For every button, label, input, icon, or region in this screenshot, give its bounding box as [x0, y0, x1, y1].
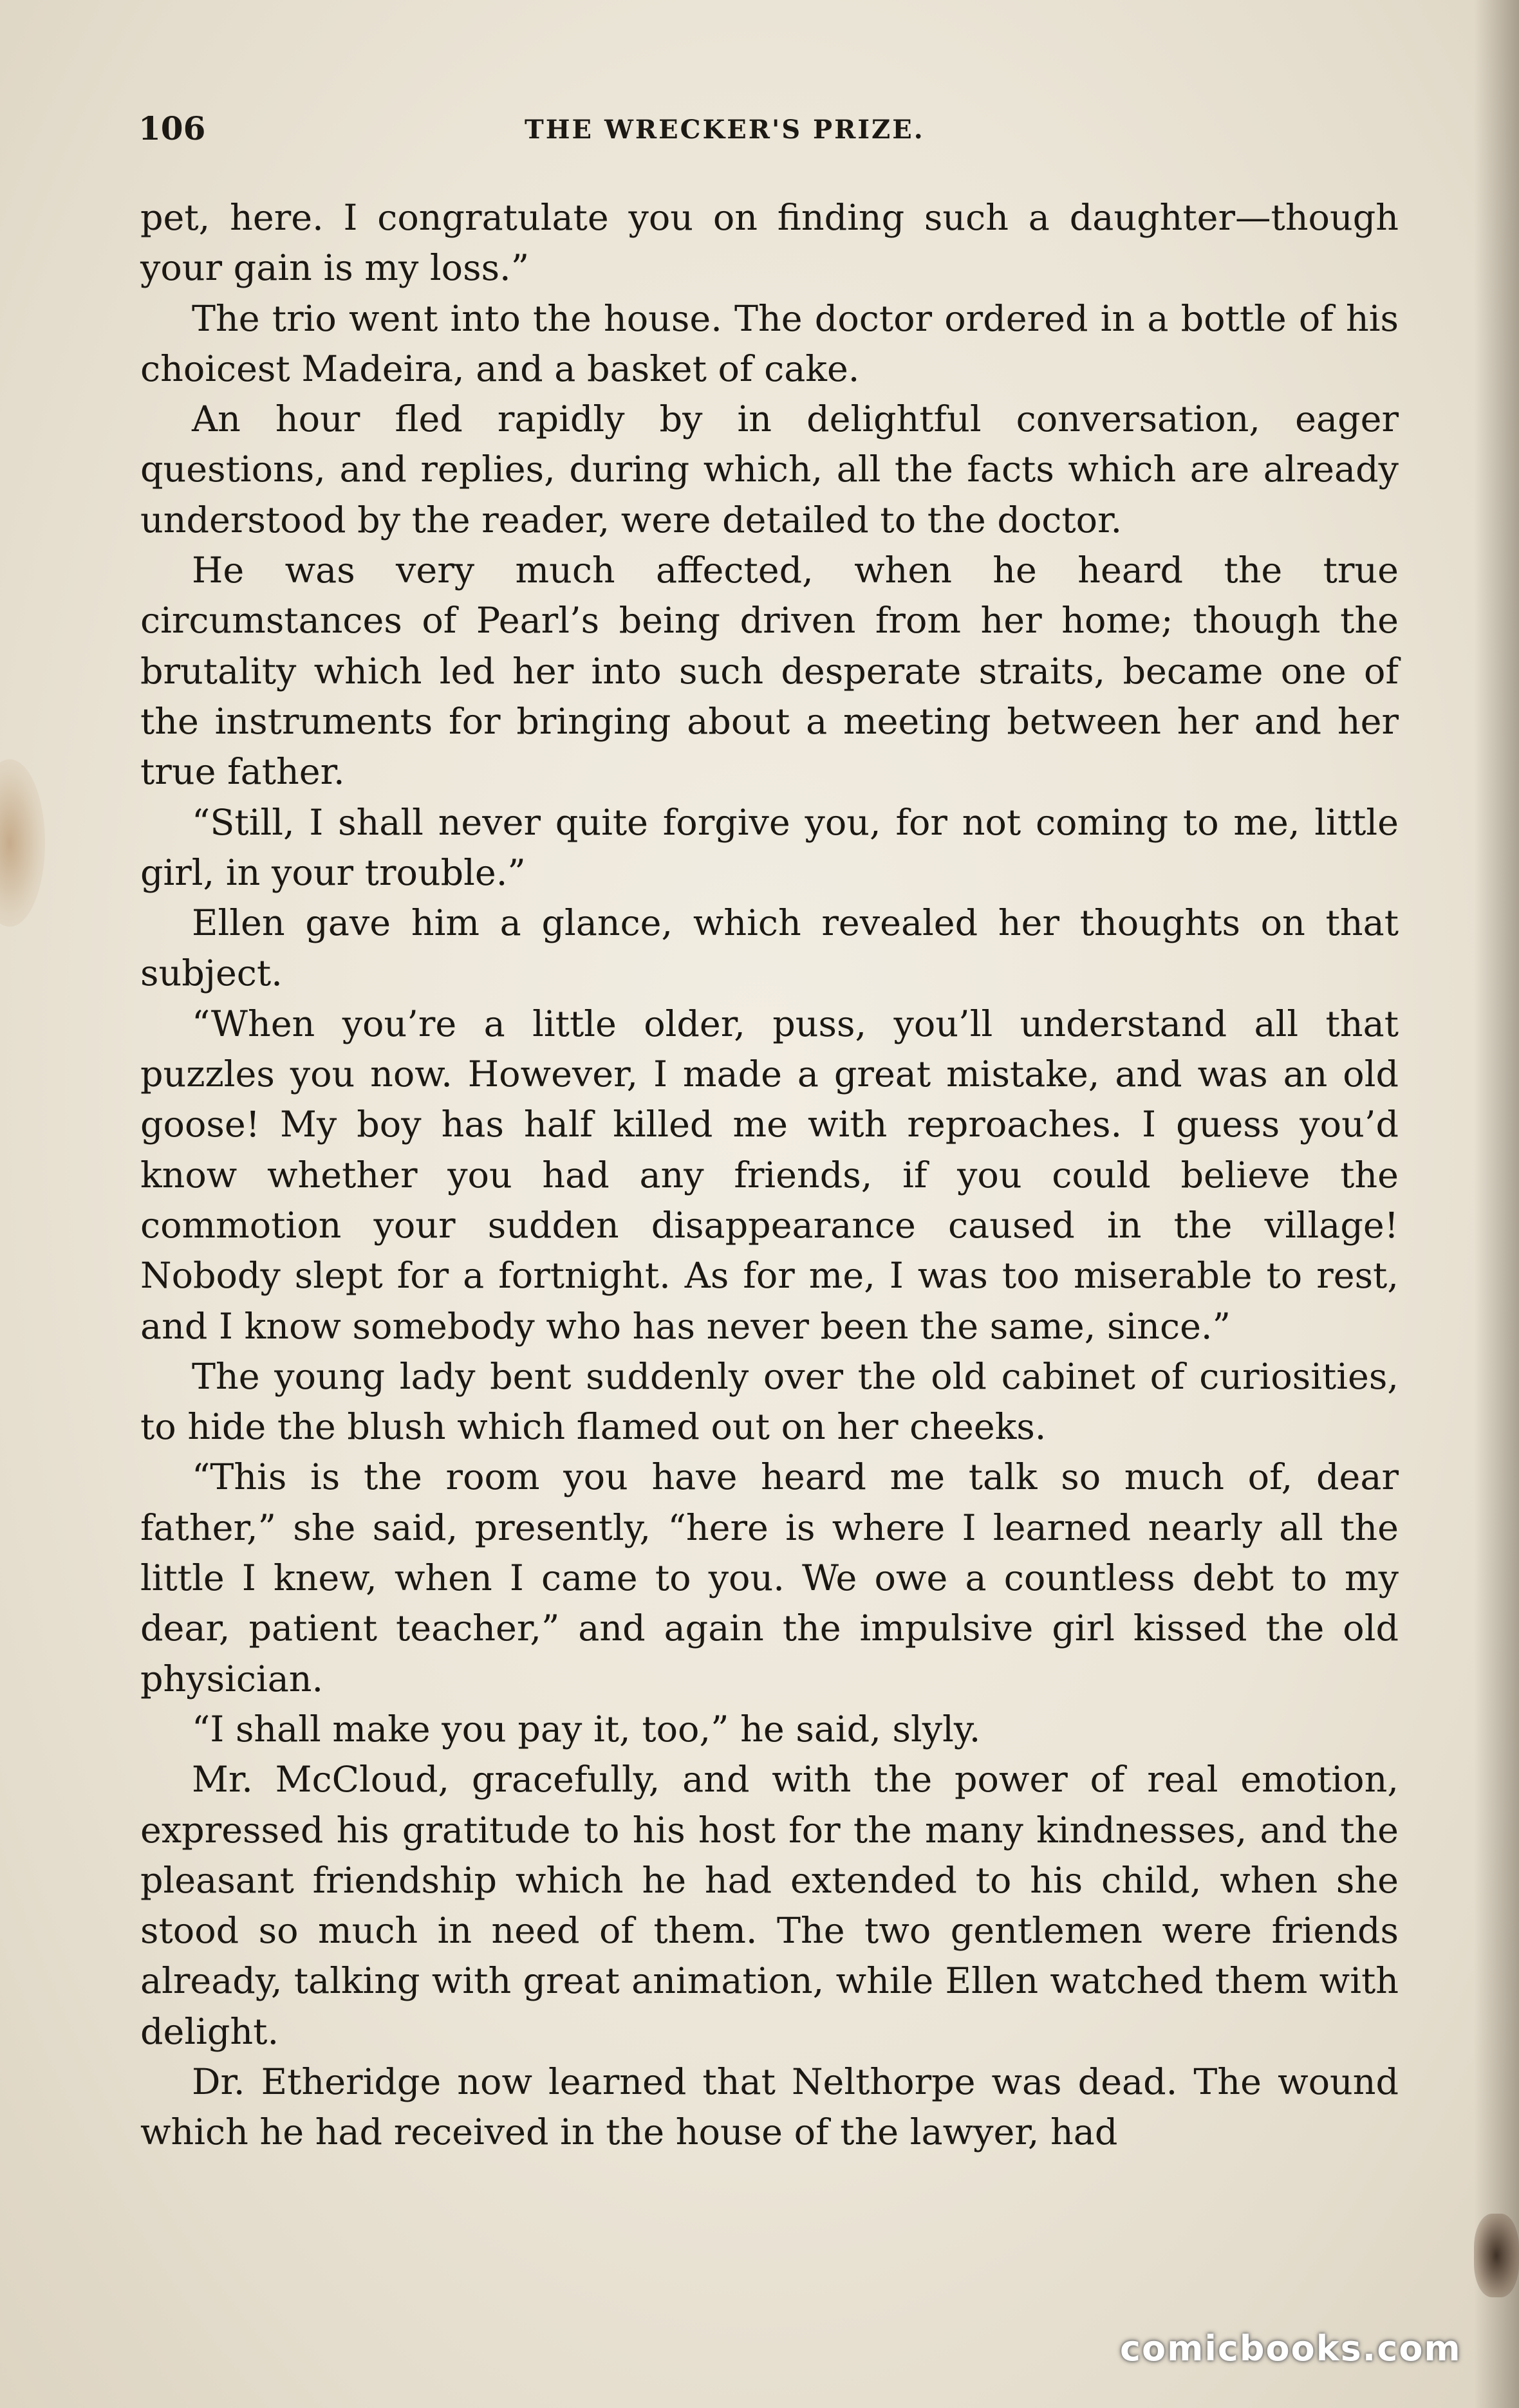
body-text — [140, 193, 1399, 2158]
page-number: 106 — [138, 109, 206, 147]
paragraph: “I shall make you pay it, too,” he said, slyly. — [192, 1708, 981, 1750]
paper-damage — [1474, 2214, 1519, 2297]
paragraph: The trio went into the house. The doctor ordered in a bottle of his choicest Madeira, and a basket of cake. — [140, 297, 1399, 390]
page-header — [138, 103, 1400, 161]
running-title: THE WRECKER'S PRIZE. — [525, 115, 925, 145]
page-edge-shadow — [1474, 0, 1519, 2408]
paragraph: “When you’re a little older, puss, you’ll understand all that puzzles you now. However, I made a great mistake, and was an old goose! My boy has half killed me with reproaches. I guess you’d know whether you had any friends, if you could believe the commotion your sudden disappearance caused in the village! Nobody slept for a fortnight. As for me, I was too miserable to rest, and I know somebody who has never been the same, since.” — [140, 1003, 1399, 1348]
paragraph: Mr. McCloud, gracefully, and with the power of real emotion, expressed his gratitude to his host for the many kindnesses, and the pleasant friendship which he had extended to his child, when she stood so much in need of them. The two gentlemen were friends already, talking with great animation, while Ellen watched them with delight. — [140, 1759, 1399, 2053]
paragraph: pet, here. I congratulate you on finding such a daughter—though your gain is my loss.” — [140, 197, 1399, 290]
paragraph: An hour fled rapidly by in delightful conversation, eager questions, and replies, during which, all the facts which are already understood by the reader, were detailed to the doctor. — [140, 398, 1399, 541]
paragraph: “This is the room you have heard me talk so much of, dear father,” she said, presently, “here is where I learned nearly all the little I knew, when I came to you. We owe a countless debt to my dear, patient teacher,” and again the impulsive girl kissed the old physician. — [140, 1456, 1399, 1700]
watermark: comicbooks.com — [1120, 2328, 1462, 2369]
paragraph: Ellen gave him a glance, which revealed her thoughts on that subject. — [140, 902, 1399, 995]
paragraph: Dr. Etheridge now learned that Nelthorpe was dead. The wound which he had received in the house of the lawyer, had — [140, 2061, 1399, 2154]
paragraph: The young lady bent suddenly over the old cabinet of curiosities, to hide the blush which flamed out on her cheeks. — [140, 1355, 1399, 1449]
paragraph: He was very much affected, when he heard the true circumstances of Pearl’s being driven from her home; though the brutality which led her into such desperate straits, became one of the instruments for bringing about a meeting between her and her true father. — [140, 550, 1399, 793]
paragraph: “Still, I shall never quite forgive you, for not coming to me, little girl, in your trouble.” — [140, 801, 1399, 894]
